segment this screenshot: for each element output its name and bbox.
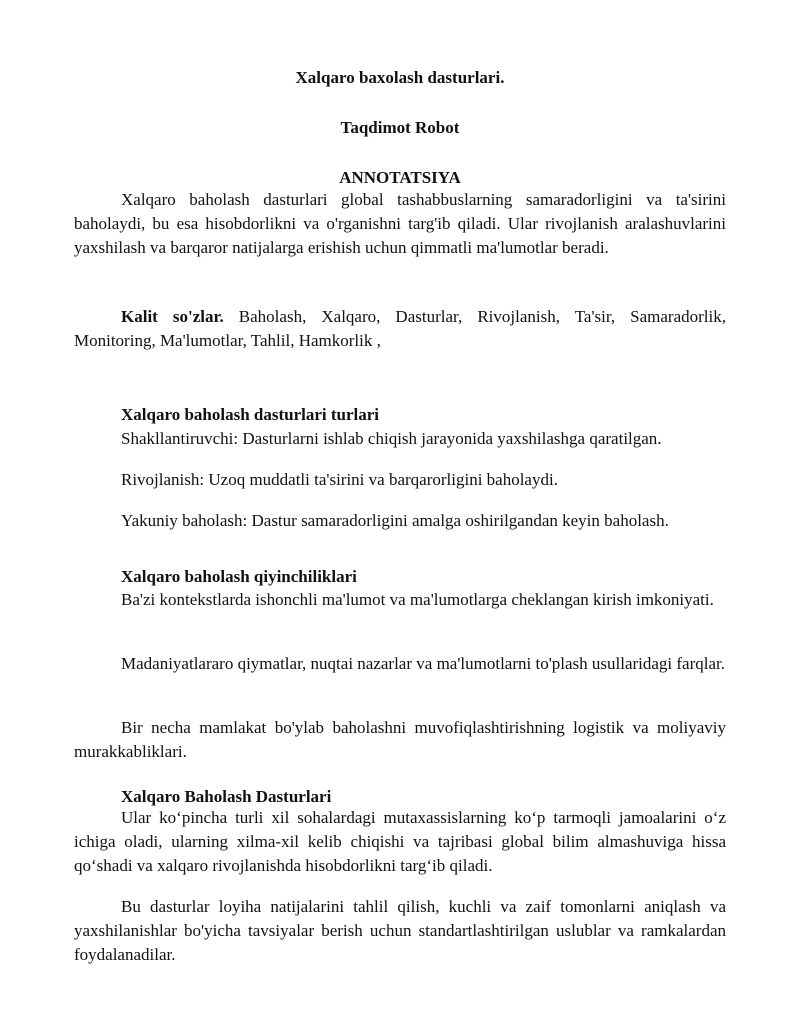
challenge-paragraph: Bir necha mamlakat bo'ylab baholashni muvofiqlashtirishning logistik va moliyaviy murakkabliklari. (74, 718, 726, 761)
annotation-paragraph: Xalqaro baholash dasturlari global tashabbuslarning samaradorligini va ta'sirini baholaydi, bu esa hisobdorlikni va o'rganishni targ'ib qiladi. Ular rivojlanish aralashuvlarini yaxshilash va barqaror natijalarga erishish uchun qimmatli ma'lumotlar beradi. (74, 190, 726, 257)
document-author: Taqdimot Robot (340, 118, 460, 137)
challenge-paragraph: Madaniyatlararo qiymatlar, nuqtai nazarlar va ma'lumotlarni to'plash usullaridagi farqlar. (121, 654, 726, 673)
challenge-paragraph: Ba'zi kontekstlarda ishonchli ma'lumot va ma'lumotlarga cheklangan kirish imkoniyati. (121, 590, 714, 609)
list-item: Rivojlanish: Uzoq muddatli ta'sirini va barqarorligini baholaydi. (121, 470, 558, 489)
keywords-paragraph (74, 305, 726, 353)
annotation-heading: ANNOTATSIYA (339, 168, 461, 187)
section-heading-challenges: Xalqaro baholash qiyinchiliklari (121, 567, 357, 586)
section-heading-types: Xalqaro baholash dasturlari turlari (121, 405, 380, 424)
keywords-label: Kalit so'zlar. (121, 307, 224, 326)
program-paragraph: Ular ko‘pincha turli xil sohalardagi mutaxassislarning ko‘p tarmoqli jamoalarini o‘z ichiga oladi, ularning xilma-xil kelib chiqishi va tajribasi global bilim almashuviga hissa qo‘shadi va xalqaro rivojlanishda hisobdorlikni targ‘ib qiladi. (74, 808, 726, 875)
document-title: Xalqaro baxolash dasturlari. (295, 68, 505, 87)
section-heading-programs: Xalqaro Baholash Dasturlari (121, 787, 332, 806)
list-item: Shakllantiruvchi: Dasturlarni ishlab chiqish jarayonida yaxshilashga qaratilgan. (121, 429, 662, 448)
list-item: Yakuniy baholash: Dastur samaradorligini amalga oshirilgandan keyin baholash. (121, 511, 669, 530)
keywords-text: Baholash, Xalqaro, Dasturlar, Rivojlanish, Ta'sir, Samaradorlik, Monitoring, Ma'lumotlar, Tahlil, Hamkorlik , (74, 307, 726, 350)
program-paragraph: Bu dasturlar loyiha natijalarini tahlil qilish, kuchli va zaif tomonlarni aniqlash va yaxshilanishlar bo'yicha tavsiyalar berish uchun standartlashtirilgan uslublar va ramkalardan foydalanadilar. (74, 897, 726, 964)
